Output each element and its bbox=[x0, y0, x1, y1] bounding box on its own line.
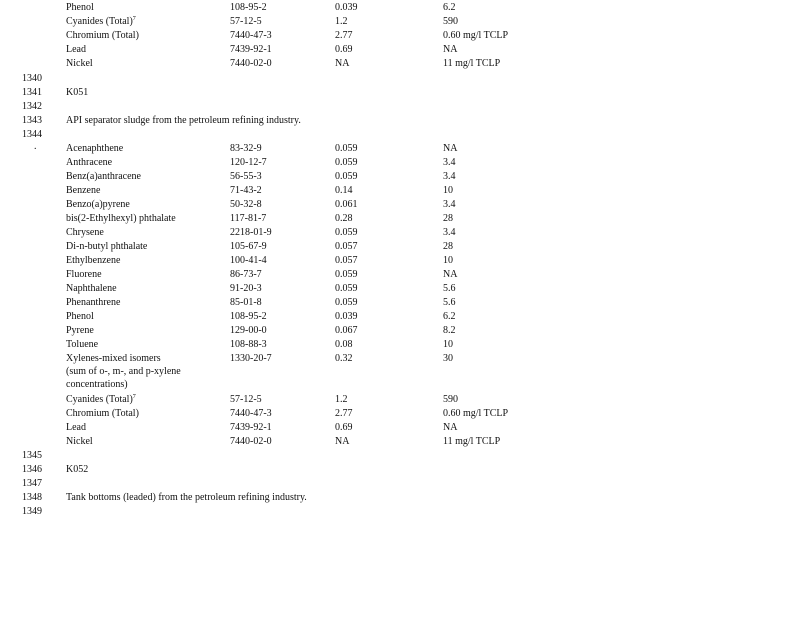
constituent-name: Phenanthrene bbox=[66, 297, 121, 308]
wastewater-value: 0.69 bbox=[335, 422, 353, 433]
cas-number: 108-88-3 bbox=[230, 339, 267, 350]
constituent-name: Acenaphthene bbox=[66, 143, 124, 154]
nonwastewater-value: 10 bbox=[443, 339, 453, 350]
nonwastewater-value: NA bbox=[443, 422, 458, 433]
footnote-mark: 7 bbox=[132, 394, 136, 400]
cas-number: 7440-47-3 bbox=[230, 30, 272, 41]
wastewater-value: 0.067 bbox=[335, 325, 358, 336]
nonwastewater-value: 28 bbox=[443, 241, 453, 252]
cas-number: 7439-92-1 bbox=[230, 44, 272, 55]
nonwastewater-value: 6.2 bbox=[443, 311, 456, 322]
wastewater-value: NA bbox=[335, 58, 350, 69]
constituent-name: Naphthalene bbox=[66, 283, 117, 294]
wastewater-value: 1.2 bbox=[335, 16, 348, 27]
wastewater-value: 0.039 bbox=[335, 2, 358, 13]
cas-number: 85-01-8 bbox=[230, 297, 262, 308]
nonwastewater-value: 3.4 bbox=[443, 199, 456, 210]
line-number: 1341 bbox=[22, 87, 42, 98]
constituent-name: Pyrene bbox=[66, 325, 94, 336]
wastewater-value: 0.059 bbox=[335, 297, 358, 308]
wastewater-value: 0.08 bbox=[335, 339, 353, 350]
constituent-name: bis(2-Ethylhexyl) phthalate bbox=[66, 213, 176, 224]
line-number: 1347 bbox=[22, 478, 42, 489]
waste-description-k052: Tank bottoms (leaded) from the petroleum refining industry. bbox=[66, 492, 307, 503]
cas-number: 83-32-9 bbox=[230, 143, 262, 154]
wastewater-value: 0.059 bbox=[335, 171, 358, 182]
wastewater-value: 0.057 bbox=[335, 241, 358, 252]
nonwastewater-value: 11 mg/l TCLP bbox=[443, 436, 501, 447]
constituent-name: Chromium (Total) bbox=[66, 408, 139, 419]
nonwastewater-value: 30 bbox=[443, 353, 453, 364]
wastewater-value: 0.057 bbox=[335, 255, 358, 266]
constituent-name: Benzene bbox=[66, 185, 101, 196]
constituent-name-continued: concentrations) bbox=[66, 379, 128, 390]
constituent-name: Benz(a)anthracene bbox=[66, 171, 141, 182]
nonwastewater-value: 10 bbox=[443, 255, 453, 266]
line-number: 1342 bbox=[22, 101, 42, 112]
cas-number: 57-12-5 bbox=[230, 16, 262, 27]
constituent-name: Chromium (Total) bbox=[66, 30, 139, 41]
line-number: 1349 bbox=[22, 506, 42, 517]
constituent-name: Fluorene bbox=[66, 269, 102, 280]
constituent-name-continued: (sum of o-, m-, and p-xylene bbox=[66, 366, 181, 377]
cas-number: 7439-92-1 bbox=[230, 422, 272, 433]
cas-number: 2218-01-9 bbox=[230, 227, 272, 238]
wastewater-value: 0.039 bbox=[335, 311, 358, 322]
cas-number: 105-67-9 bbox=[230, 241, 267, 252]
line-number: 1340 bbox=[22, 73, 42, 84]
cas-number: 120-12-7 bbox=[230, 157, 267, 168]
line-number: 1345 bbox=[22, 450, 42, 461]
line-number: 1348 bbox=[22, 492, 42, 503]
wastewater-value: 0.28 bbox=[335, 213, 353, 224]
cas-number: 56-55-3 bbox=[230, 171, 262, 182]
cas-number: 100-41-4 bbox=[230, 255, 267, 266]
constituent-name: Phenol bbox=[66, 311, 94, 322]
cas-number: 7440-02-0 bbox=[230, 58, 272, 69]
nonwastewater-value: 5.6 bbox=[443, 283, 456, 294]
waste-code-k052: K052 bbox=[66, 464, 89, 475]
nonwastewater-value: 10 bbox=[443, 185, 453, 196]
wastewater-value: 0.059 bbox=[335, 157, 358, 168]
nonwastewater-value: NA bbox=[443, 269, 458, 280]
constituent-name: Toluene bbox=[66, 339, 99, 350]
wastewater-value: 1.2 bbox=[335, 394, 348, 405]
cas-number: 1330-20-7 bbox=[230, 353, 272, 364]
wastewater-value: 0.059 bbox=[335, 227, 358, 238]
wastewater-value: 0.69 bbox=[335, 44, 353, 55]
nonwastewater-value: 5.6 bbox=[443, 297, 456, 308]
wastewater-value: 2.77 bbox=[335, 30, 353, 41]
wastewater-value: 0.059 bbox=[335, 269, 358, 280]
wastewater-value: 0.32 bbox=[335, 353, 353, 364]
constituent-name: Anthracene bbox=[66, 157, 113, 168]
constituent-name: Cyanides (Total)$^7$ bbox=[66, 16, 136, 27]
constituent-name: Cyanides (Total)$^7$ bbox=[66, 394, 136, 405]
cas-number: 71-43-2 bbox=[230, 185, 262, 196]
cas-number: 129-00-0 bbox=[230, 325, 267, 336]
footnote-mark: 7 bbox=[132, 16, 136, 22]
waste-code-k051: K051 bbox=[66, 87, 89, 98]
nonwastewater-value: 590 bbox=[443, 394, 458, 405]
nonwastewater-value: 8.2 bbox=[443, 325, 456, 336]
nonwastewater-value: 6.2 bbox=[443, 2, 456, 13]
cas-number: 50-32-8 bbox=[230, 199, 262, 210]
constituent-name: Lead bbox=[66, 422, 86, 433]
constituent-name: Di-n-butyl phthalate bbox=[66, 241, 148, 252]
nonwastewater-value: NA bbox=[443, 44, 458, 55]
wastewater-value: 0.061 bbox=[335, 199, 358, 210]
wastewater-value: 2.77 bbox=[335, 408, 353, 419]
cas-number: 57-12-5 bbox=[230, 394, 262, 405]
constituent-name: Xylenes-mixed isomers bbox=[66, 353, 161, 364]
nonwastewater-value: 3.4 bbox=[443, 157, 456, 168]
constituent-name: Ethylbenzene bbox=[66, 255, 121, 266]
nonwastewater-value: 3.4 bbox=[443, 171, 456, 182]
margin-dot: . bbox=[34, 141, 37, 152]
nonwastewater-value: 28 bbox=[443, 213, 453, 224]
constituent-name: Phenol bbox=[66, 2, 94, 13]
cas-number: 117-81-7 bbox=[230, 213, 267, 224]
cas-number: 108-95-2 bbox=[230, 2, 267, 13]
constituent-name: Nickel bbox=[66, 58, 93, 69]
nonwastewater-value: 0.60 mg/l TCLP bbox=[443, 30, 509, 41]
line-number: 1344 bbox=[22, 129, 42, 140]
line-number: 1343 bbox=[22, 115, 42, 126]
wastewater-value: 0.059 bbox=[335, 143, 358, 154]
constituent-name: Chrysene bbox=[66, 227, 104, 238]
constituent-name: Lead bbox=[66, 44, 86, 55]
wastewater-value: NA bbox=[335, 436, 350, 447]
line-number: 1346 bbox=[22, 464, 42, 475]
cas-number: 7440-02-0 bbox=[230, 436, 272, 447]
constituent-name: Benzo(a)pyrene bbox=[66, 199, 130, 210]
wastewater-value: 0.14 bbox=[335, 185, 353, 196]
cas-number: 108-95-2 bbox=[230, 311, 267, 322]
cas-number: 7440-47-3 bbox=[230, 408, 272, 419]
waste-description-k051: API separator sludge from the petroleum refining industry. bbox=[66, 115, 301, 126]
cas-number: 86-73-7 bbox=[230, 269, 262, 280]
nonwastewater-value: 11 mg/l TCLP bbox=[443, 58, 501, 69]
wastewater-value: 0.059 bbox=[335, 283, 358, 294]
nonwastewater-value: 0.60 mg/l TCLP bbox=[443, 408, 509, 419]
cas-number: 91-20-3 bbox=[230, 283, 262, 294]
nonwastewater-value: 590 bbox=[443, 16, 458, 27]
constituent-name: Nickel bbox=[66, 436, 93, 447]
nonwastewater-value: 3.4 bbox=[443, 227, 456, 238]
nonwastewater-value: NA bbox=[443, 143, 458, 154]
